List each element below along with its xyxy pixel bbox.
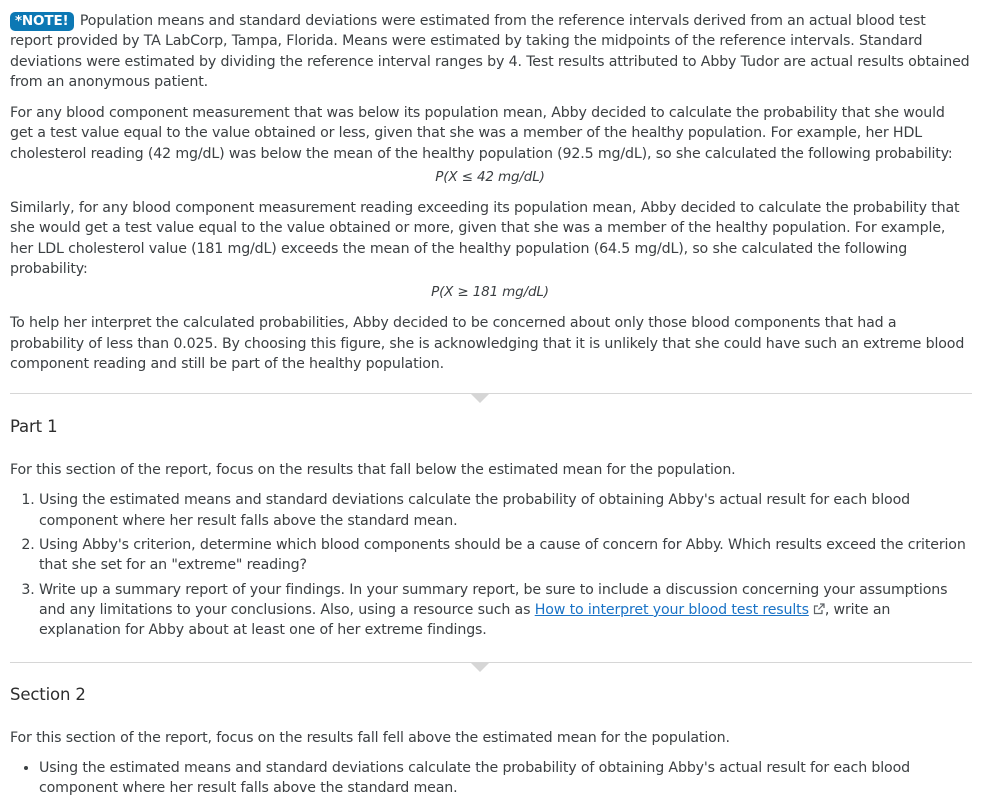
section-divider [10, 393, 972, 394]
chevron-down-icon [471, 394, 489, 403]
list-item: 1. Using the estimated means and standard deviations calculate the probability of obtaining Abby's actual result for each blood component where her result falls above the standard mean. [39, 490, 970, 531]
blood-test-results-link[interactable]: How to interpret your blood test results [534, 601, 809, 618]
section2-title: Section 2 [10, 684, 86, 704]
assignment-content [10, 11, 970, 798]
note-text: Population means and standard deviations were estimated from the reference intervals derived from an actual blood test report provided by TA LabCorp, Tampa, Florida. Means were estimated by taking the midpoints of the reference intervals. Standard deviations were estimated by dividing the reference interval ranges by 4. Test results attributed to Abby Tudor are actual results obtained from an anonymous patient. [10, 13, 970, 90]
item3-text-before: Write up a summary report of your findings. In your summary report, be sure to include a discussion concerning your assumptions and any limitations to your conclusions. Also, using a resource such as [39, 581, 948, 618]
part1-focus: For this section of the report, focus on the results that fall below the estimated mean for the population. [10, 462, 736, 479]
above-mean-paragraph: Similarly, for any blood component measurement reading exceeding its population mean, Abby decided to calculate the probability that she would get a test value equal to the value obtained or more, given that she was a member of the healthy population. For example, her LDL cholesterol value (181 mg/dL) exceeds the mean of the healthy population (64.5 mg/dL), so she calculated the following probability: [10, 200, 960, 277]
item3-text-after: , write an explanation for Abby about at least one of her extreme findings. [39, 601, 891, 639]
section2-list [10, 758, 970, 799]
criterion-paragraph: To help her interpret the calculated probabilities, Abby decided to be concerned about only those blood components that had a probability of less than 0.025. By choosing this figure, she is acknowledging that it is unlikely that she could have such an extreme blood component reading and still be part of the healthy population. [10, 315, 965, 372]
chevron-down-icon [471, 663, 489, 672]
formula-above: P(X ≥ 181 mg/dL) [431, 284, 549, 301]
part1-list [10, 490, 970, 640]
section2-focus: For this section of the report, focus on the results fall fell above the estimated mean for the population. [10, 729, 730, 746]
note-paragraph [10, 11, 970, 92]
list-item [39, 580, 970, 641]
formula-below: P(X ≤ 42 mg/dL) [435, 169, 545, 186]
note-badge: *NOTE! [10, 12, 74, 31]
part1-title: Part 1 [10, 417, 58, 437]
below-mean-paragraph: For any blood component measurement that was below its population mean, Abby decided to calculate the probability that she would get a test value equal to the value obtained or less, given that she was a member of the healthy population. For example, her HDL cholesterol reading (42 mg/dL) was below the mean of the healthy population (92.5 mg/dL), so she calculated the following probability: [10, 105, 953, 162]
section-divider [10, 662, 972, 663]
external-link-icon[interactable] [813, 603, 825, 615]
list-item: 2. Using Abby's criterion, determine which blood components should be a cause of concern for Abby. Which results exceed the criterion that she set for an "extreme" reading? [39, 535, 970, 576]
list-item: • Using the estimated means and standard deviations calculate the probability of obtaining Abby's actual result for each blood component where her result falls above the standard mean. [39, 758, 970, 799]
